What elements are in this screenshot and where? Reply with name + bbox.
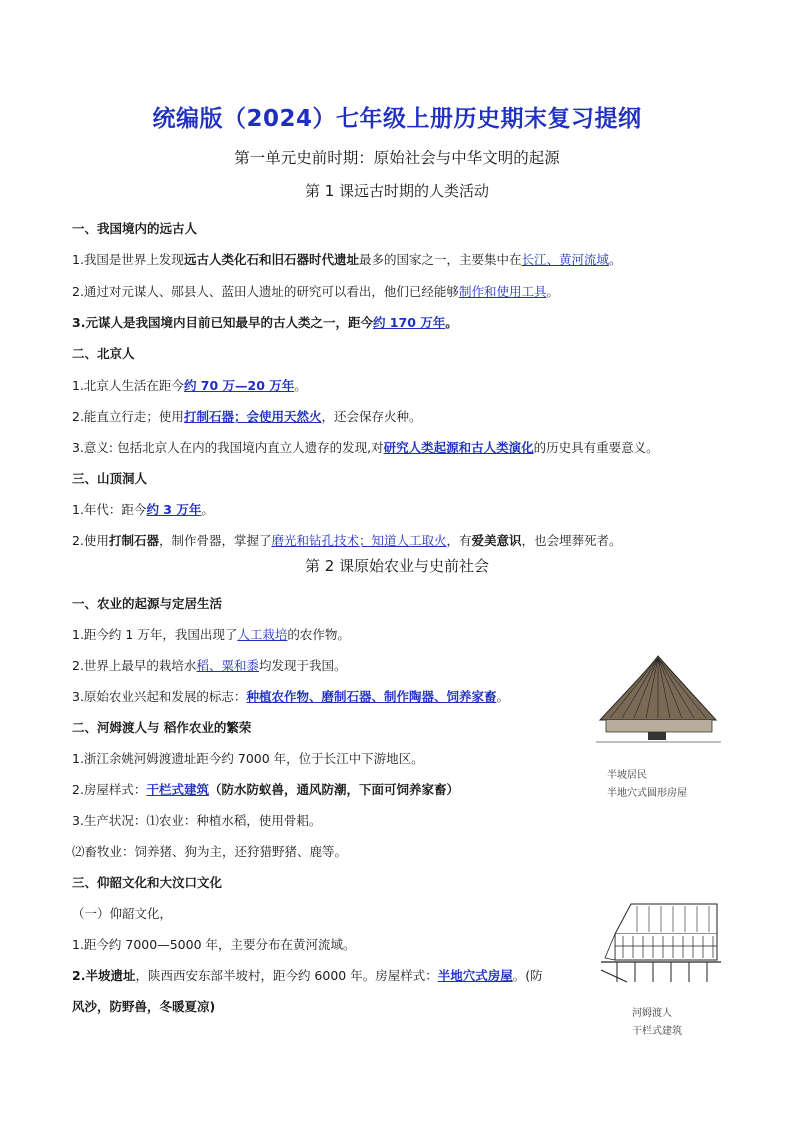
paragraph: 3.生产状况：⑴农业：种植水稻，使用骨耜。 xyxy=(72,813,322,828)
highlight: 稻、粟和黍 xyxy=(196,658,259,673)
figure-caption: 半坡居民 xyxy=(607,770,647,781)
paragraph: 2.世界上最早的栽培水稻、粟和黍均发现于我国。 xyxy=(72,658,347,673)
paragraph: 1.距今约 1 万年，我国出现了人工栽培的农作物。 xyxy=(72,627,350,642)
paragraph: 2.使用打制石器，制作骨器，掌握了磨光和钻孔技术；知道人工取火，有爱美意识，也会埋葬死者。 xyxy=(72,533,622,548)
figure-caption: 干栏式建筑 xyxy=(632,1026,682,1037)
highlight: 干栏式建筑 xyxy=(146,782,209,797)
paragraph: 1.浙江余姚河姆渡遗址距今约 7000 年，位于长江中下游地区。 xyxy=(72,751,424,766)
paragraph: 2.半坡遗址，陕西西安东部半坡村，距今约 6000 年。房屋样式：半地穴式房屋。(防 xyxy=(72,968,543,983)
lesson-1-title: 第 1 课远古时期的人类活动 xyxy=(304,182,490,200)
paragraph: 1.年代：距今约 3 万年。 xyxy=(72,502,214,517)
highlight: 人工栽培 xyxy=(237,627,288,642)
round-thatched-hut-icon xyxy=(596,650,721,750)
section-heading: 一、农业的起源与定居生活 xyxy=(72,596,223,611)
highlight: 约 170 万年 xyxy=(372,315,446,330)
section-heading: 二、河姆渡人与 稻作农业的繁荣 xyxy=(72,720,252,735)
highlight: 种植农作物、磨制石器、制作陶器、饲养家畜 xyxy=(246,689,497,704)
paragraph: ⑵畜牧业：饲养猪、狗为主，还狩猎野猪、鹿等。 xyxy=(72,844,348,859)
figure-caption: 河姆渡人 xyxy=(632,1008,672,1019)
subsection-heading: （一）仰韶文化， xyxy=(72,906,173,921)
paragraph: 1.我国是世界上发现远古人类化石和旧石器时代遗址最多的国家之一，主要集中在长江、黄河流域。 xyxy=(72,252,622,267)
section-heading: 一、我国境内的远古人 xyxy=(72,221,198,236)
stilt-house-icon xyxy=(597,898,722,988)
paragraph: 风沙，防野兽，冬暖夏凉) xyxy=(72,999,216,1014)
page-title: 统编版（2024）七年级上册历史期末复习提纲 xyxy=(152,106,642,132)
section-heading: 三、仰韶文化和大汶口文化 xyxy=(72,875,223,890)
paragraph: 1.距今约 7000—5000 年，主要分布在黄河流域。 xyxy=(72,937,356,952)
section-heading: 三、山顶洞人 xyxy=(72,471,148,486)
highlight: 约 70 万—20 万年 xyxy=(183,378,295,393)
highlight: 研究人类起源和古人类演化 xyxy=(383,440,534,455)
highlight: 制作和使用工具 xyxy=(458,284,547,299)
paragraph: 3.元谋人是我国境内目前已知最早的古人类之一，距今约 170 万年。 xyxy=(72,315,458,330)
section-heading: 二、北京人 xyxy=(72,346,135,361)
highlight: 磨光和钻孔技术；知道人工取火 xyxy=(271,533,447,548)
unit-title: 第一单元史前时期：原始社会与中华文明的起源 xyxy=(234,149,560,167)
paragraph: 2.能直立行走；使用打制石器；会使用天然火，还会保存火种。 xyxy=(72,409,422,424)
highlight: 半地穴式房屋 xyxy=(437,968,513,983)
figure-caption: 半地穴式圆形房屋 xyxy=(607,788,687,799)
highlight: 长江、黄河流域 xyxy=(521,252,609,267)
paragraph: 1.北京人生活在距今约 70 万—20 万年。 xyxy=(72,378,307,393)
highlight: 打制石器；会使用天然火 xyxy=(183,409,322,424)
paragraph: 2.房屋样式：干栏式建筑（防水防蚁兽，通风防潮，下面可饲养家畜） xyxy=(72,782,459,797)
paragraph: 3.意义: 包括北京人在内的我国境内直立人遗存的发现,对研究人类起源和古人类演化的历史具有重要意义。 xyxy=(72,440,659,455)
highlight: 约 3 万年 xyxy=(146,502,202,517)
lesson-2-title: 第 2 课原始农业与史前社会 xyxy=(304,557,490,575)
paragraph: 3.原始农业兴起和发展的标志：种植农作物、磨制石器、制作陶器、饲养家畜。 xyxy=(72,689,509,704)
paragraph: 2.通过对元谋人、郧县人、蓝田人遗址的研究可以看出，他们已经能够制作和使用工具。 xyxy=(72,284,559,299)
